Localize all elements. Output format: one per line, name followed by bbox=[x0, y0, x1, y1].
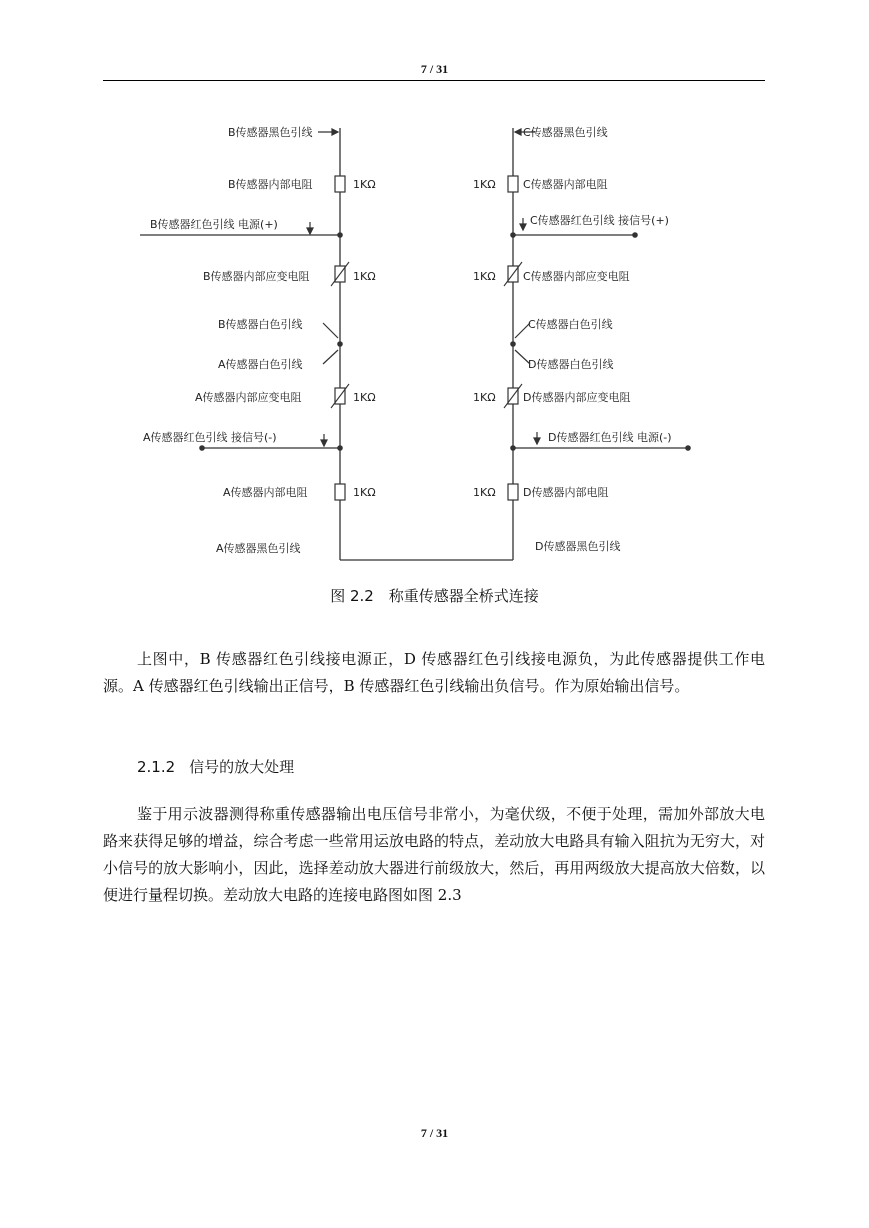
label-c-internal-resistor: C传感器内部电阻 bbox=[523, 178, 608, 191]
figure-caption: 图 2.2 称重传感器全桥式连接 bbox=[330, 587, 539, 605]
resistor-value-a-internal: 1KΩ bbox=[353, 486, 376, 499]
label-b-strain-resistor: B传感器内部应变电阻 bbox=[203, 270, 310, 283]
label-b-white-lead: B传感器白色引线 bbox=[218, 318, 303, 331]
paragraph-bridge-explanation: 上图中，B 传感器红色引线接电源正，D 传感器红色引线接电源负，为此传感器提供工作电源。A 传感器红色引线输出正信号，B 传感器红色引线输出负信号。作为原始输出信号。 bbox=[103, 650, 765, 695]
section-heading bbox=[137, 756, 294, 777]
resistor-value-d-strain: 1KΩ bbox=[473, 391, 496, 404]
label-a-strain-resistor: A传感器内部应变电阻 bbox=[195, 391, 302, 404]
resistor-value-a-strain: 1KΩ bbox=[353, 391, 376, 404]
header-page-number: 7 / 31 bbox=[420, 62, 449, 76]
label-b-red-lead: B传感器红色引线 电源(+) bbox=[150, 218, 278, 231]
resistor-value-d-internal: 1KΩ bbox=[473, 486, 496, 499]
resistor-b-internal bbox=[335, 176, 345, 192]
label-a-black-lead: A传感器黑色引线 bbox=[216, 542, 301, 555]
label-c-strain-resistor: C传感器内部应变电阻 bbox=[523, 270, 630, 283]
label-d-black-lead: D传感器黑色引线 bbox=[535, 540, 621, 553]
resistor-value-b-internal: 1KΩ bbox=[353, 178, 376, 191]
label-a-red-lead: A传感器红色引线 接信号(-) bbox=[143, 431, 277, 444]
label-c-black-lead: C传感器黑色引线 bbox=[523, 126, 608, 139]
label-c-red-lead: C传感器红色引线 接信号(+) bbox=[530, 214, 669, 227]
resistor-value-c-internal: 1KΩ bbox=[473, 178, 496, 191]
resistor-c-internal bbox=[508, 176, 518, 192]
resistor-value-c-strain: 1KΩ bbox=[473, 270, 496, 283]
resistor-value-b-strain: 1KΩ bbox=[353, 270, 376, 283]
footer-page-number: 7 / 31 bbox=[420, 1126, 449, 1140]
section-number: 2.1.2 bbox=[137, 758, 176, 776]
section-title: 信号的放大处理 bbox=[189, 758, 295, 776]
label-c-white-lead: C传感器白色引线 bbox=[528, 318, 613, 331]
label-b-black-lead: B传感器黑色引线 bbox=[228, 126, 313, 139]
label-d-white-lead: D传感器白色引线 bbox=[528, 358, 614, 371]
label-a-internal-resistor: A传感器内部电阻 bbox=[223, 486, 308, 499]
label-d-red-lead: D传感器红色引线 电源(-) bbox=[548, 431, 672, 444]
label-b-internal-resistor: B传感器内部电阻 bbox=[228, 178, 313, 191]
paragraph-amplification: 鉴于用示波器测得称重传感器输出电压信号非常小，为毫伏级，不便于处理，需加外部放大电路来获得足够的增益，综合考虑一些常用运放电路的特点，差动放大电路具有输入阻抗为无穷大，对小信号的放大影响小，因此，选择差动放大器进行前级放大，然后，再用两级放大提高放大倍数，以便进行量程切换。差动放大电路的连接电路图如图 2.3 bbox=[103, 805, 765, 904]
label-a-white-lead: A传感器白色引线 bbox=[218, 358, 303, 371]
label-d-strain-resistor: D传感器内部应变电阻 bbox=[523, 391, 631, 404]
bridge-circuit-figure bbox=[140, 110, 720, 580]
resistor-d-internal bbox=[508, 484, 518, 500]
header-rule bbox=[103, 80, 765, 81]
label-d-internal-resistor: D传感器内部电阻 bbox=[523, 486, 609, 499]
resistor-a-internal bbox=[335, 484, 345, 500]
